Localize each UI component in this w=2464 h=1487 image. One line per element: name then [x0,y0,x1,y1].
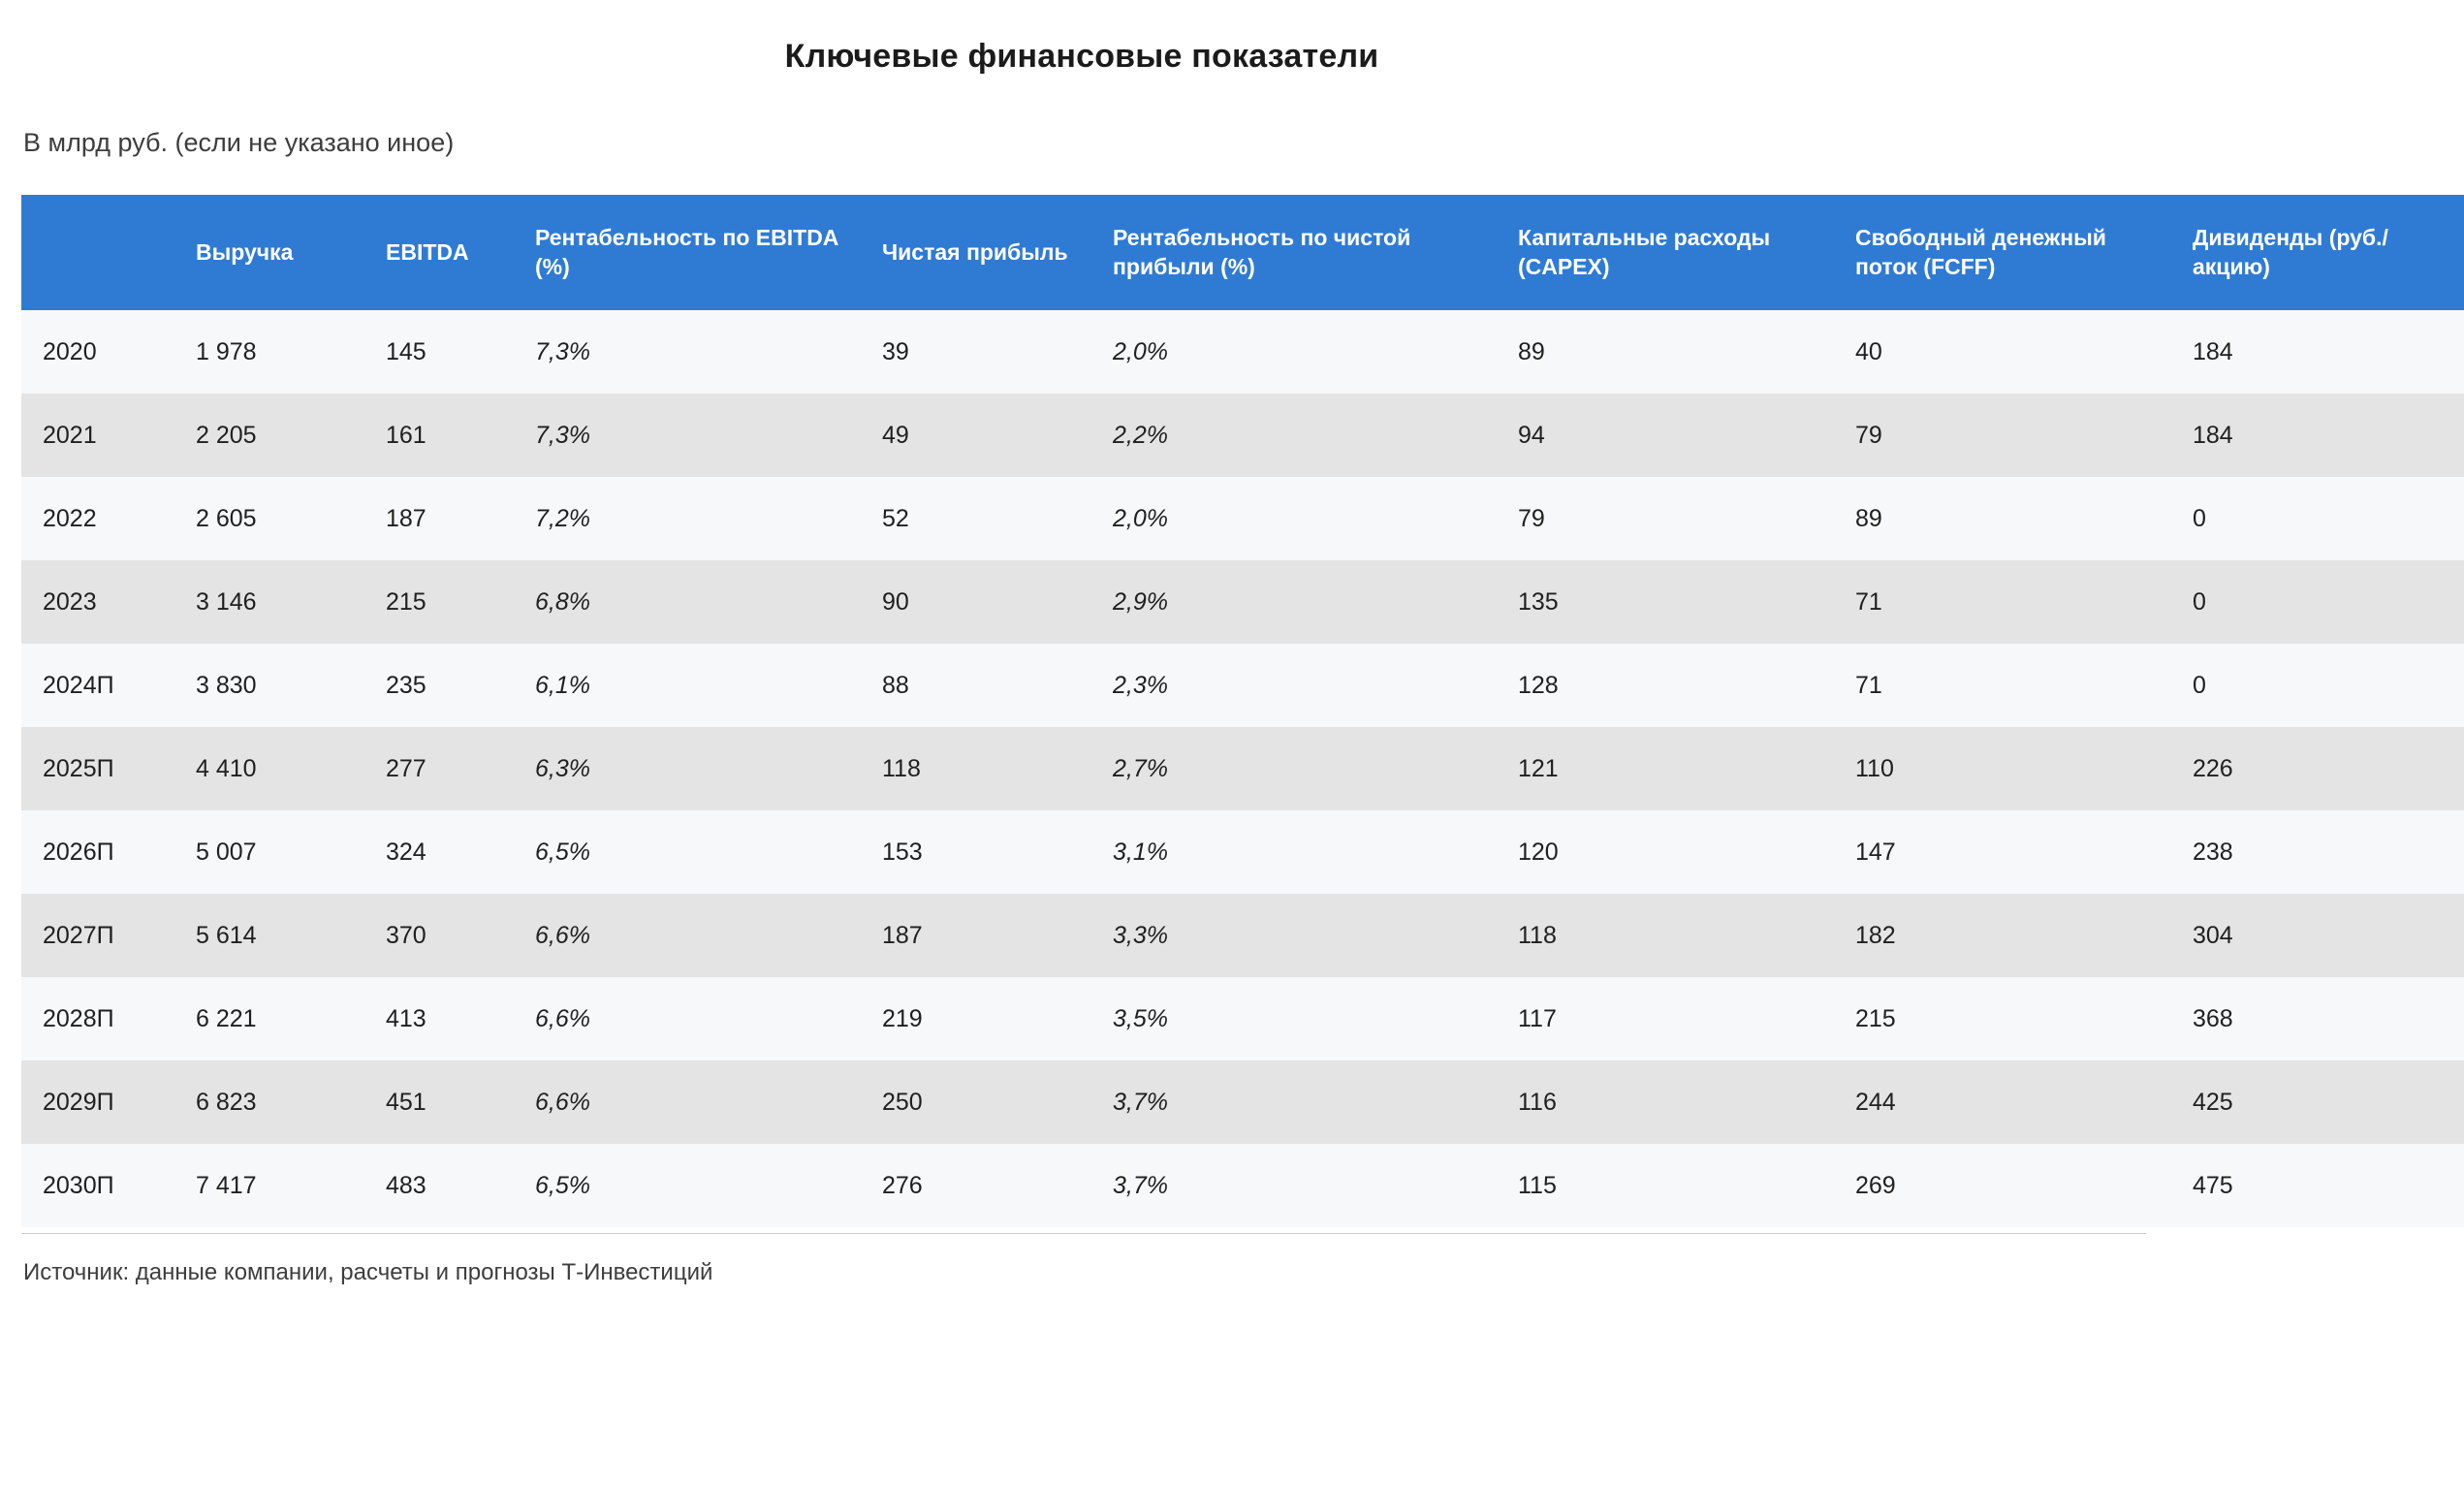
cell-year: 2030П [43,1172,114,1200]
cell-ebitda-margin: 7,2% [535,505,590,533]
cell-fcff: 89 [1855,505,1882,533]
cell-fcff: 147 [1855,838,1896,867]
cell-net-profit: 153 [882,838,923,867]
cell-ebitda-margin: 7,3% [535,422,590,450]
key-financials-table [21,195,2464,1227]
cell-revenue: 2 605 [196,505,257,533]
cell-net-profit: 250 [882,1089,923,1117]
cell-fcff: 269 [1855,1172,1896,1200]
cell-ebitda-margin: 6,6% [535,1089,590,1117]
cell-ebitda: 235 [386,672,426,700]
cell-net-margin: 2,9% [1113,588,1168,617]
table-row [21,644,2464,727]
cell-ebitda-margin: 6,3% [535,755,590,783]
cell-net-margin: 2,0% [1113,338,1168,366]
cell-year: 2021 [43,422,97,450]
table-row [21,477,2464,560]
cell-capex: 94 [1518,422,1545,450]
cell-net-profit: 88 [882,672,909,700]
cell-dividends: 226 [2193,755,2233,783]
table-row [21,810,2464,894]
cell-net-margin: 3,1% [1113,838,1168,867]
cell-capex: 135 [1518,588,1559,617]
cell-revenue: 7 417 [196,1172,257,1200]
cell-revenue: 5 614 [196,922,257,950]
cell-net-margin: 2,7% [1113,755,1168,783]
cell-revenue: 4 410 [196,755,257,783]
cell-dividends: 184 [2193,422,2233,450]
column-header-revenue: Выручка [178,195,368,310]
cell-dividends: 304 [2193,922,2233,950]
table-row [21,560,2464,644]
cell-net-margin: 3,7% [1113,1172,1168,1200]
cell-ebitda-margin: 6,5% [535,838,590,867]
table-row [21,727,2464,810]
cell-capex: 89 [1518,338,1545,366]
table-row [21,394,2464,477]
column-header-net-margin: Рентабельность по чистой прибыли (%) [1095,195,1501,310]
cell-ebitda: 161 [386,422,426,450]
table-body [21,310,2464,1227]
cell-net-margin: 3,3% [1113,922,1168,950]
cell-year: 2027П [43,922,114,950]
cell-net-margin: 2,3% [1113,672,1168,700]
cell-capex: 117 [1518,1005,1557,1033]
cell-net-margin: 3,5% [1113,1005,1168,1033]
cell-ebitda: 413 [386,1005,426,1033]
column-header-ebitda-margin: Рентабельность по EBITDA (%) [518,195,865,310]
cell-fcff: 71 [1855,672,1882,700]
cell-ebitda-margin: 6,8% [535,588,590,617]
cell-year: 2025П [43,755,114,783]
cell-ebitda-margin: 6,1% [535,672,590,700]
cell-revenue: 3 146 [196,588,257,617]
table-row [21,977,2464,1060]
cell-revenue: 6 823 [196,1089,257,1117]
cell-net-profit: 219 [882,1005,923,1033]
cell-revenue: 5 007 [196,838,257,867]
cell-ebitda: 370 [386,922,426,950]
cell-dividends: 0 [2193,588,2206,617]
column-header-year [21,195,178,310]
cell-revenue: 1 978 [196,338,257,366]
cell-year: 2022 [43,505,97,533]
cell-net-margin: 2,2% [1113,422,1168,450]
cell-dividends: 0 [2193,505,2206,533]
cell-year: 2026П [43,838,114,867]
cell-ebitda-margin: 6,5% [535,1172,590,1200]
cell-capex: 121 [1518,755,1559,783]
cell-year: 2024П [43,672,114,700]
cell-net-profit: 276 [882,1172,923,1200]
cell-year: 2020 [43,338,97,366]
units-note: В млрд руб. (если не указано иное) [23,127,455,157]
cell-year: 2023 [43,588,97,617]
cell-fcff: 244 [1855,1089,1896,1117]
cell-fcff: 71 [1855,588,1882,617]
cell-fcff: 182 [1855,922,1896,950]
column-header-dividends: Дивиденды (руб./акцию) [2175,195,2464,310]
cell-fcff: 40 [1855,338,1882,366]
cell-dividends: 184 [2193,338,2233,366]
cell-revenue: 6 221 [196,1005,257,1033]
cell-net-profit: 118 [882,755,921,783]
cell-ebitda: 483 [386,1172,426,1200]
cell-fcff: 79 [1855,422,1882,450]
cell-net-profit: 49 [882,422,909,450]
cell-capex: 120 [1518,838,1559,867]
table-row [21,1060,2464,1144]
cell-year: 2028П [43,1005,114,1033]
column-header-capex: Капитальные расходы (CAPEX) [1501,195,1838,310]
cell-ebitda: 451 [386,1089,426,1117]
cell-capex: 115 [1518,1172,1557,1200]
cell-net-profit: 39 [882,338,909,366]
page-title: Ключевые финансовые показатели [784,38,1379,75]
table-header [21,195,2464,310]
cell-fcff: 215 [1855,1005,1896,1033]
header-row [21,195,2464,310]
column-header-fcff: Свободный денежный поток (FCFF) [1838,195,2175,310]
source-note: Источник: данные компании, расчеты и прогнозы Т-Инвестиций [23,1259,713,1286]
cell-ebitda: 324 [386,838,426,867]
cell-ebitda: 187 [386,505,426,533]
table-row [21,1144,2464,1227]
cell-ebitda: 215 [386,588,426,617]
cell-dividends: 425 [2193,1089,2233,1117]
cell-net-profit: 52 [882,505,909,533]
cell-capex: 128 [1518,672,1559,700]
cell-ebitda: 145 [386,338,426,366]
cell-dividends: 475 [2193,1172,2233,1200]
column-header-net-profit: Чистая прибыль [865,195,1095,310]
cell-net-margin: 2,0% [1113,505,1168,533]
column-header-ebitda: EBITDA [368,195,518,310]
cell-revenue: 3 830 [196,672,257,700]
cell-capex: 118 [1518,922,1557,950]
cell-capex: 116 [1518,1089,1557,1117]
cell-dividends: 368 [2193,1005,2233,1033]
cell-net-profit: 90 [882,588,909,617]
cell-year: 2029П [43,1089,114,1117]
table-row [21,310,2464,394]
cell-net-margin: 3,7% [1113,1089,1168,1117]
cell-net-profit: 187 [882,922,923,950]
cell-ebitda-margin: 6,6% [535,922,590,950]
cell-ebitda: 277 [386,755,426,783]
cell-ebitda-margin: 6,6% [535,1005,590,1033]
cell-ebitda-margin: 7,3% [535,338,590,366]
cell-revenue: 2 205 [196,422,257,450]
table-row [21,894,2464,977]
cell-capex: 79 [1518,505,1545,533]
cell-dividends: 0 [2193,672,2206,700]
cell-dividends: 238 [2193,838,2233,867]
cell-fcff: 110 [1855,755,1894,783]
